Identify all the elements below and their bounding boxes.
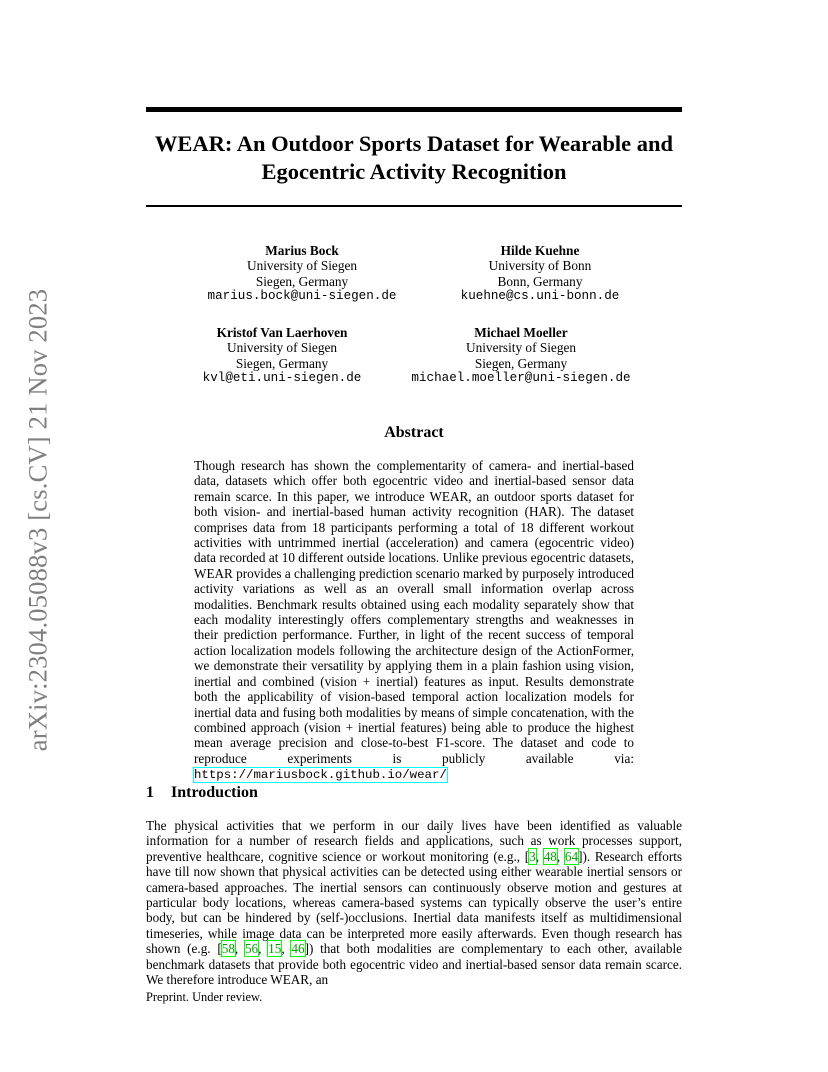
intro-text: ]). Research efforts have till now shown that physical activities can be detected using either wearable inertial sensors or camera-based approaches. The inertial sensors can continuously observe motion and gestures at particular body locations, whereas camera-based systems can typically observe the user’s entire body, but can be hindered by (self-)occlusions. Inertial data manifests itself as multidimensional timeseries, while image data can be interpreted more easily afterwards. Even though research has shown (e.g. [ — [146, 848, 683, 957]
citation-link[interactable]: 64 — [564, 848, 579, 864]
author-email[interactable]: marius.bock@uni-siegen.de — [207, 289, 397, 304]
author-email[interactable]: kuehne@cs.uni-bonn.de — [460, 289, 620, 304]
section-heading — [146, 784, 258, 802]
arxiv-sidebar — [20, 270, 56, 770]
footer-note: Preprint. Under review. — [146, 990, 263, 1004]
citation-link[interactable]: 46 — [291, 941, 305, 957]
paper-title — [146, 130, 682, 186]
author-name: Michael Moeller — [474, 325, 568, 340]
introduction-paragraph: The physical activities that we perform in our daily lives have been identified as valuable information for a number of research fields and applications, such as work processes support, preventive healthcare, cognitive science or workout monitoring (e.g., [3, 48, 64]). Research efforts have till now shown that physical activities can be detected using either wearable inertial sensors or camera-based approaches. The inertial sensors can continuously observe motion and gestures at particular body locations, whereas camera-based systems can typically observe the user’s entire body, but can be hindered by (self-)occlusions. Inertial data manifests itself as multidimensional timeseries, while image data can be interpreted more easily afterwards. Even though research has shown (e.g. [58, 56, 15, 46]) that both modalities are complementary to each other, available benchmark datasets that provide both egocentric video and inertial-based sensor data remain scarce. We therefore introduce WEAR, an — [146, 818, 683, 988]
author-location: Siegen, Germany — [474, 355, 568, 371]
section-title: Introduction — [171, 784, 258, 801]
citation-link[interactable]: 15 — [268, 941, 282, 957]
citation-link[interactable]: 58 — [221, 941, 235, 957]
arxiv-identifier: arXiv:2304.05088v3 [cs.CV] 21 Nov 2023 — [22, 288, 53, 752]
abstract-text: Though research has shown the complementarity of camera- and inertial-based data, datasets which offer both egocentric video and inertial-based sensor data remain scarce. In this paper, we introduce WEAR, an outdoor sports dataset for both vision- and inertial-based human activity recognition (HAR). The dataset comprises data from 18 participants performing a total of 18 different workout activities with untrimmed inertial (acceleration) and camera (egocentric video) data recorded at 10 different outside locations. Unlike previous egocentric datasets, WEAR provides a challenging prediction scenario marked by purposely introduced activity variations as well as an overall small information overlap across modalities. Benchmark results obtained using each modality separately show that each modality interestingly offers complementary strengths and weaknesses in their prediction performance. Further, in light of the recent success of temporal action localization models following the architecture design of the ActionFormer, we demonstrate their versatility by applying them in a plain fashion using vision, inertial and combined (vision + inertial) features as input. Results demonstrate both the applicability of vision-based temporal action localization models for inertial data and fusing both modalities by means of simple concatenation, with the combined approach (vision + inertial features) being able to produce the highest mean average precision and close-to-best F1-score. The dataset and code to reproduce experiments is publicly available via: — [194, 458, 634, 766]
section-number: 1 — [146, 784, 154, 801]
author-email[interactable]: kvl@eti.uni-siegen.de — [202, 371, 362, 386]
author-block — [410, 243, 670, 305]
author-location: Siegen, Germany — [235, 355, 329, 371]
citation-link[interactable]: 48 — [543, 848, 557, 864]
project-url-link[interactable]: https://mariusbock.github.io/wear/ — [194, 768, 447, 783]
author-affiliation: University of Bonn — [488, 258, 592, 274]
title-line-1: WEAR: An Outdoor Sports Dataset for Wearable and — [154, 131, 674, 156]
author-block — [391, 325, 651, 387]
author-block — [152, 325, 412, 387]
abstract-heading: Abstract — [384, 424, 444, 441]
author-name: Hilde Kuehne — [500, 243, 580, 258]
title-line-2: Egocentric Activity Recognition — [261, 159, 567, 184]
author-location: Siegen, Germany — [255, 273, 349, 289]
intro-text: ]) that both modalities are complementary to each other, available benchmark datasets that provide both egocentric video and inertial-based sensor data remain scarce. We therefore introduce WEAR, an — [146, 941, 683, 988]
author-affiliation: University of Siegen — [246, 258, 358, 274]
author-location: Bonn, Germany — [497, 273, 583, 289]
author-affiliation: University of Siegen — [226, 340, 338, 356]
author-affiliation: University of Siegen — [465, 340, 577, 356]
intro-text: The physical activities that we perform in our daily lives have been identified as valuable information for a number of research fields and applications, such as work processes support, preventive healthcare, cognitive science or workout monitoring (e.g., [ — [146, 818, 682, 864]
title-top-rule — [146, 107, 682, 112]
author-name: Kristof Van Laerhoven — [216, 325, 348, 340]
citation-link[interactable]: 56 — [244, 941, 259, 957]
author-name: Marius Bock — [265, 243, 339, 258]
author-email[interactable]: michael.moeller@uni-siegen.de — [411, 371, 631, 386]
author-block — [172, 243, 432, 305]
citation-link[interactable]: 3 — [529, 848, 536, 864]
title-bottom-rule — [146, 205, 682, 207]
abstract-body — [194, 458, 634, 784]
